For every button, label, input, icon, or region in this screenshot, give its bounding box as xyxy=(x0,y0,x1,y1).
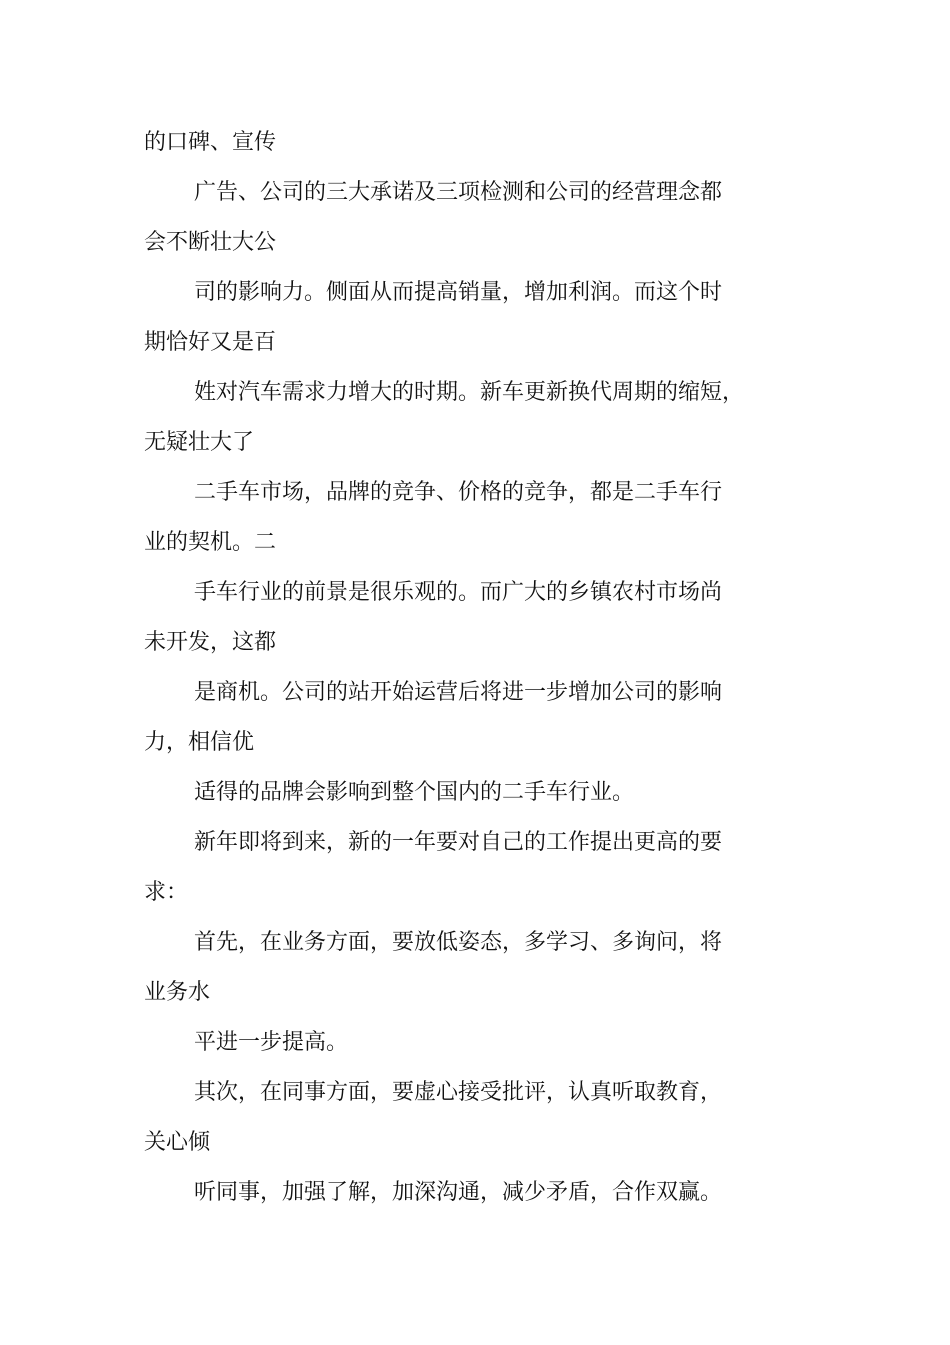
text-line: 平进一步提高。 xyxy=(194,1030,349,1055)
text-line: 听同事，加强了解，加深沟通，减少矛盾，合作双赢。 xyxy=(194,1180,723,1205)
text-line: 会不断壮大公 xyxy=(144,230,277,255)
text-line: 姓对汽车需求力增大的时期。新车更新换代周期的缩短， xyxy=(194,380,745,405)
text-line: 新年即将到来，新的一年要对自己的工作提出更高的要 xyxy=(194,830,723,855)
text-line: 的口碑、宣传 xyxy=(144,130,277,155)
text-line: 二手车市场，品牌的竞争、价格的竞争，都是二手车行 xyxy=(194,480,723,505)
text-line: 首先，在业务方面，要放低姿态，多学习、多询问，将 xyxy=(194,930,723,955)
text-line: 广告、公司的三大承诺及三项检测和公司的经营理念都 xyxy=(194,180,723,205)
document-body xyxy=(144,118,764,1218)
text-line: 适得的品牌会影响到整个国内的二手车行业。 xyxy=(194,780,635,805)
text-line: 无疑壮大了 xyxy=(144,430,255,455)
text-line: 求： xyxy=(144,880,189,905)
text-line: 手车行业的前景是很乐观的。而广大的乡镇农村市场尚 xyxy=(194,580,723,605)
text-line: 是商机。公司的站开始运营后将进一步增加公司的影响 xyxy=(194,680,723,705)
text-line: 业务水 xyxy=(144,980,211,1005)
text-line: 业的契机。二 xyxy=(144,530,277,555)
text-line: 关心倾 xyxy=(144,1130,211,1155)
text-line: 司的影响力。侧面从而提高销量，增加利润。而这个时 xyxy=(194,280,723,305)
text-line: 力，相信优 xyxy=(144,730,255,755)
text-line: 期恰好又是百 xyxy=(144,330,277,355)
text-line: 其次，在同事方面，要虚心接受批评，认真听取教育， xyxy=(194,1080,723,1105)
text-line: 未开发，这都 xyxy=(144,630,277,655)
